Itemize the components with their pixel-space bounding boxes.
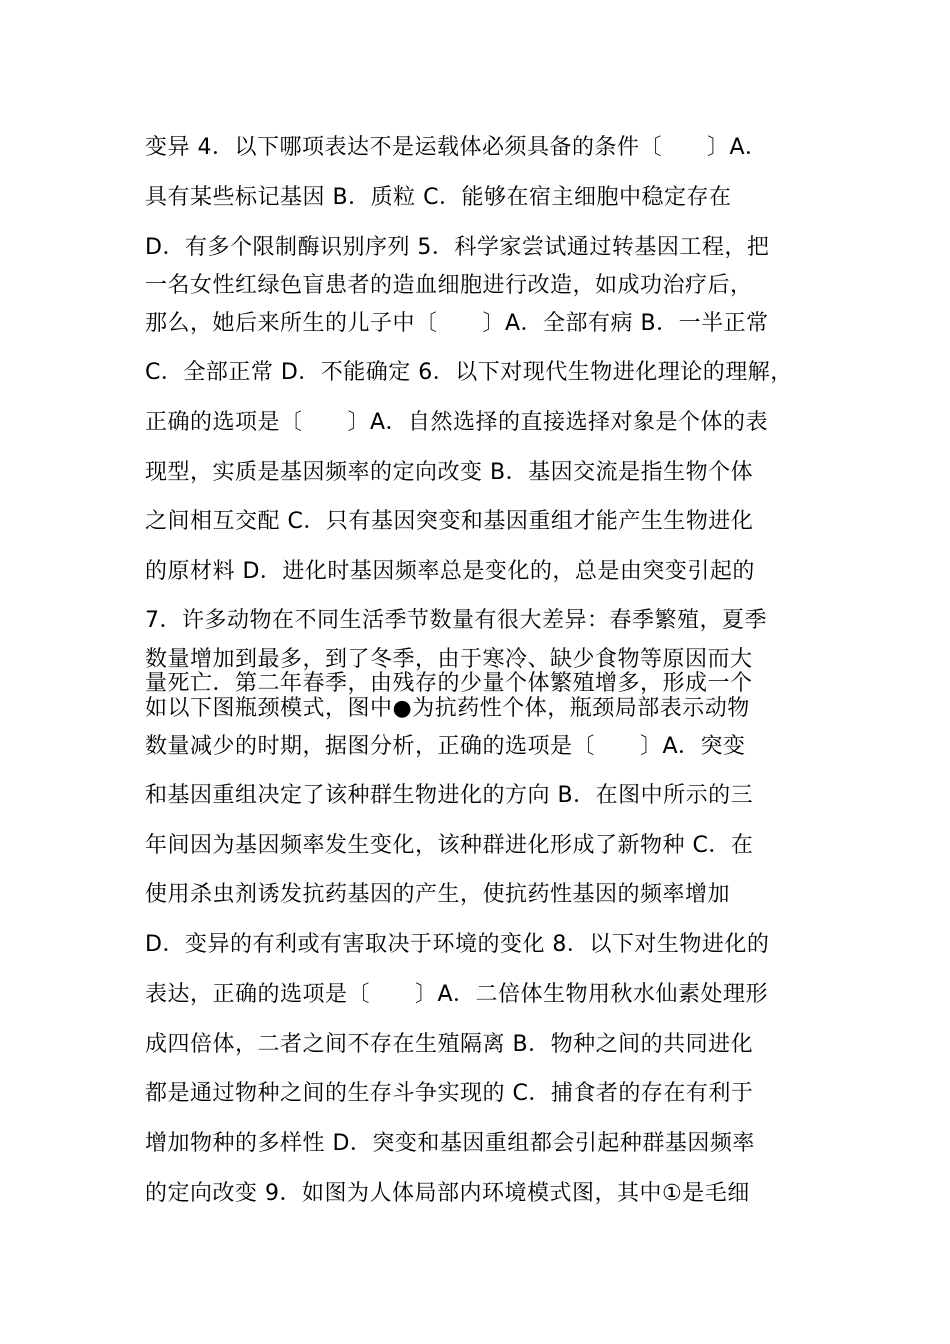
text-line: 表达，正确的选项是〔 〕A．二倍体生物用秋水仙素处理形: [145, 982, 769, 1007]
text-line: D．变异的有利或有害取决于环境的变化 8．以下对生物进化的: [145, 932, 770, 957]
text-line: 一名女性红绿色盲患者的造血细胞进行改造，如成功治疗后，: [145, 273, 753, 298]
text-line: 正确的选项是〔 〕A．自然选择的直接选择对象是个体的表: [145, 410, 769, 435]
text-line: 成四倍体，二者之间不存在生殖隔离 B．物种之间的共同进化: [145, 1032, 754, 1057]
text-line: 变异 4．以下哪项表达不是运载体必须具备的条件〔 〕A．: [145, 135, 768, 160]
text-line: 之间相互交配 C．只有基因突变和基因重组才能产生生物进化: [145, 509, 754, 534]
text-line: 数量减少的时期，据图分析，正确的选项是〔 〕A．突变: [145, 734, 746, 759]
text-line: 数量增加到最多，到了冬季，由于寒冷、缺少食物等原因而大: [145, 647, 753, 672]
text-line: 的原材料 D．进化时基因频率总是变化的，总是由突变引起的: [145, 559, 755, 584]
text-line: 和基因重组决定了该种群生物进化的方向 B．在图中所示的三: [145, 783, 754, 808]
text-line: C．全部正常 D．不能确定 6．以下对现代生物进化理论的理解，: [145, 360, 793, 385]
text-line: 如以下图瓶颈模式，图中●为抗药性个体，瓶颈局部表示动物: [145, 696, 750, 721]
text-line: 的定向改变 9．如图为人体局部内环境模式图，其中①是毛细: [145, 1181, 750, 1206]
text-line: 都是通过物种之间的生存斗争实现的 C．捕食者的存在有利于: [145, 1081, 754, 1106]
text-line: 增加物种的多样性 D．突变和基因重组都会引起种群基因频率: [145, 1131, 755, 1156]
text-line: 那么，她后来所生的儿子中〔 〕A．全部有病 B．一半正常: [145, 311, 769, 336]
text-line: 使用杀虫剂诱发抗药基因的产生，使抗药性基因的频率增加: [145, 882, 731, 907]
text-line: 现型，实质是基因频率的定向改变 B．基因交流是指生物个体: [145, 460, 754, 485]
text-line: D．有多个限制酶识别序列 5．科学家尝试通过转基因工程，把: [145, 235, 770, 260]
text-line: 具有某些标记基因 B．质粒 C．能够在宿主细胞中稳定存在: [145, 185, 732, 210]
text-line: 7．许多动物在不同生活季节数量有很大差异：春季繁殖，夏季: [145, 608, 767, 633]
text-line: 年间因为基因频率发生变化，该种群进化形成了新物种 C．在: [145, 833, 754, 858]
text-line: 量死亡．第二年春季，由残存的少量个体繁殖增多，形成一个: [145, 671, 753, 696]
